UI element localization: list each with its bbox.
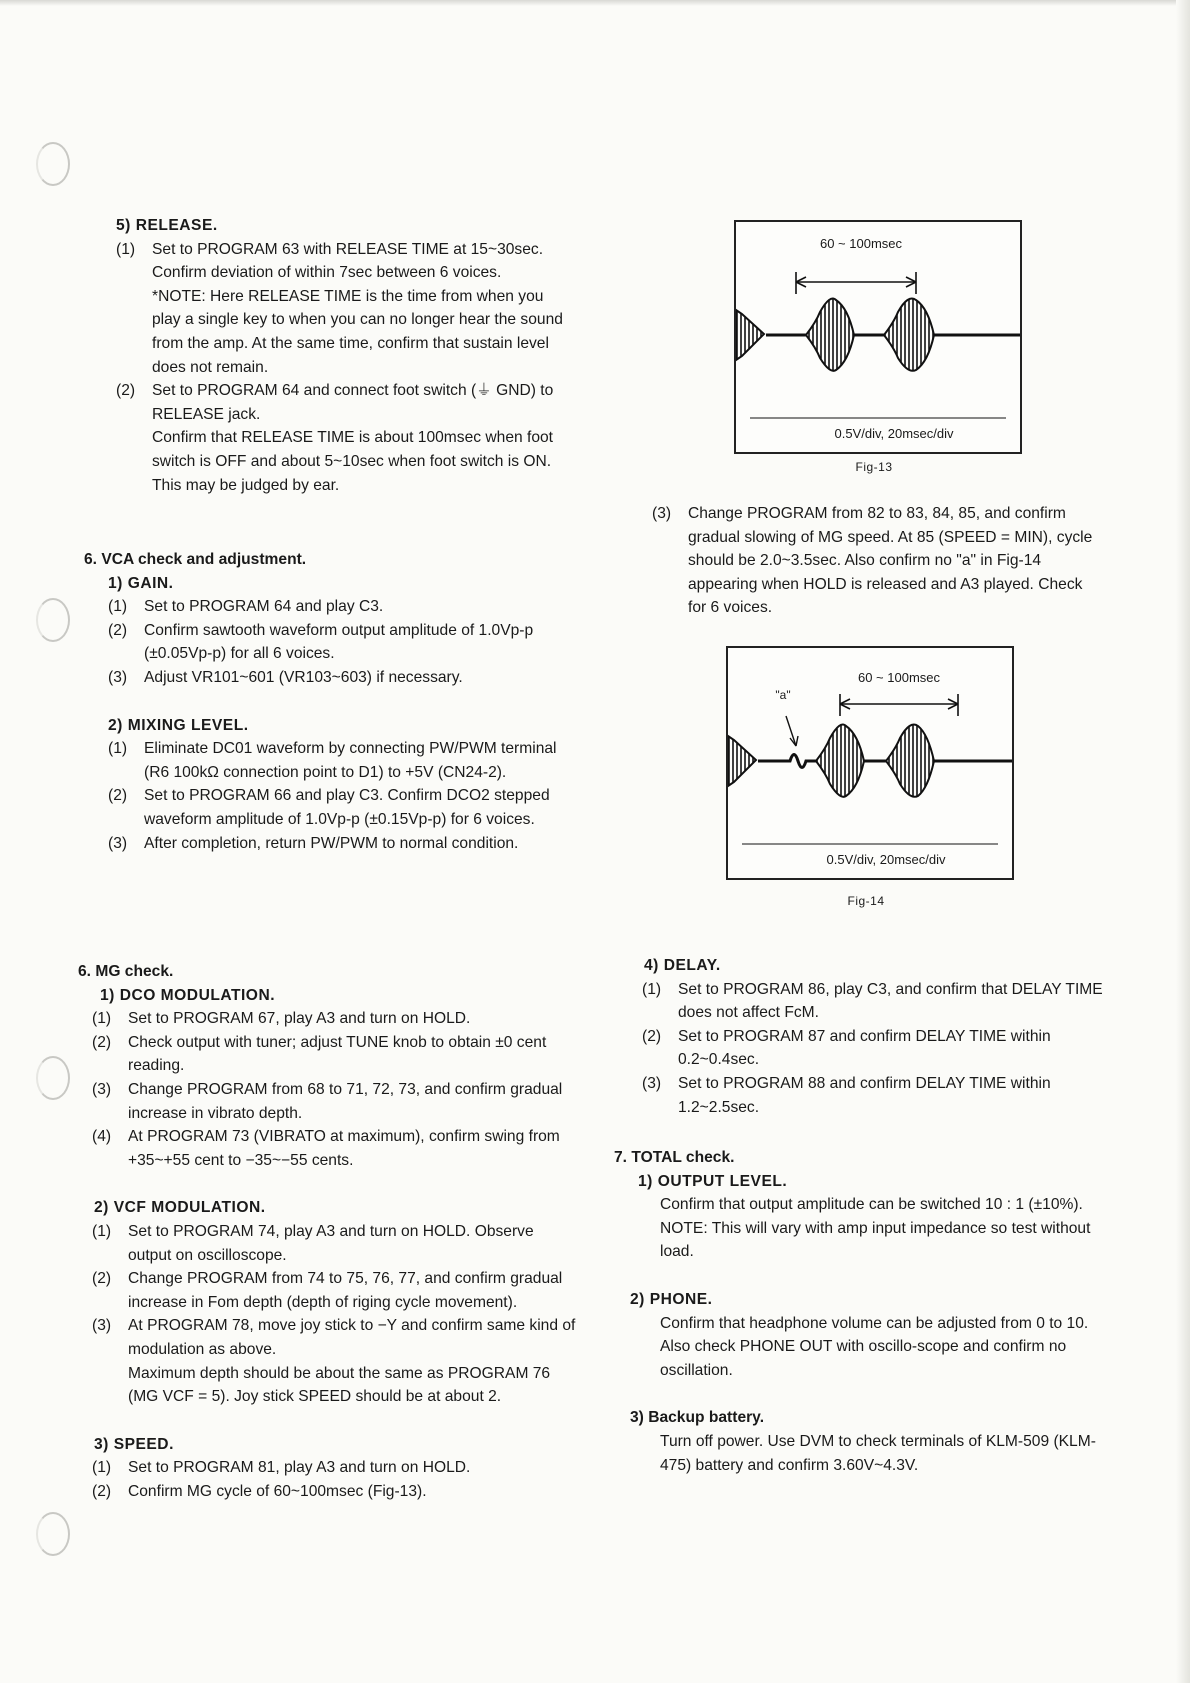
battery-text: Turn off power. Use DVM to check terminals of KLM-509 (KLM-475) battery and confirm 3.60V~4.3V.: [660, 1432, 1096, 1474]
item-line: Set to PROGRAM 64 and connect foot switch (⏚ GND) to RELEASE jack.: [152, 382, 554, 423]
list-item: [108, 737, 580, 784]
item-text: Confirm MG cycle of 60~100msec (Fig-13).: [128, 1482, 427, 1500]
fig14-burst-1: [728, 736, 756, 786]
item-text: At PROGRAM 73 (VIBRATO at maximum), confirm swing from +35~+55 cent to −35~−55 cents.: [128, 1128, 560, 1169]
item-number: (2): [92, 1033, 112, 1051]
battery-block: [614, 1406, 1104, 1477]
item-number: (1): [116, 240, 136, 258]
list-item: [92, 1267, 578, 1314]
dco-title: 1) DCO MODULATION.: [100, 986, 276, 1004]
fig14-burst-2: [816, 725, 864, 797]
item-text: Eliminate DC01 waveform by connecting PW/PWM terminal (R6 100kΩ connection point to D1) to +5V (CN24-2).: [144, 740, 557, 781]
item-number: (3): [92, 1080, 112, 1098]
fig13-scale-label: 0.5V/div, 20msec/div: [834, 426, 954, 441]
punch-hole-4: [36, 1512, 70, 1556]
item-number: (2): [642, 1027, 662, 1045]
list-item: [92, 1007, 578, 1031]
list-item: [652, 502, 1104, 620]
figure-14-waveform: [726, 646, 1014, 880]
fig13-caption: Fig-13: [855, 460, 893, 474]
list-item: [108, 619, 580, 666]
fig14-scale-label: 0.5V/div, 20msec/div: [826, 852, 946, 867]
list-item: [108, 595, 580, 619]
list-item: [108, 784, 580, 831]
mg-speed-item-3: [652, 502, 1104, 620]
item-text: Set to PROGRAM 87 and confirm DELAY TIME within 0.2~0.4sec.: [678, 1027, 1051, 1069]
item-number: (1): [92, 1010, 112, 1028]
item-text: [128, 1220, 578, 1267]
gain-block: [84, 572, 580, 856]
item-text: [128, 1314, 578, 1408]
fig14-marker-arrow: [786, 716, 796, 746]
output-title: 1) OUTPUT LEVEL.: [638, 1172, 788, 1190]
phone-text: Confirm that headphone volume can be adjusted from 0 to 10. Also check PHONE OUT with oscillo-scope and confirm no oscillation.: [660, 1314, 1089, 1379]
mg-title: 6. MG check.: [78, 963, 174, 980]
phone-block: [614, 1288, 1104, 1382]
item-line: At PROGRAM 78, move joy stick to −Y and confirm same kind of modulation as above.: [128, 1317, 576, 1358]
delay-section: [642, 954, 1104, 1119]
scan-edge-top: [0, 0, 1190, 6]
item-text: After completion, return PW/PWM to normal condition.: [144, 834, 519, 852]
fig13-svg: [736, 222, 1020, 452]
release-section: [116, 214, 576, 497]
list-item: [92, 1480, 578, 1504]
fig13-burst-2: [806, 299, 854, 371]
list-item: [92, 1078, 578, 1125]
list-item: [642, 978, 1104, 1025]
item-number: (2): [108, 621, 128, 639]
gain-title: 1) GAIN.: [108, 574, 174, 592]
fig14-marker-label: "a": [775, 688, 791, 702]
fig14-baseline: [728, 755, 1012, 768]
phone-title: 2) PHONE.: [630, 1290, 713, 1308]
speed-title: 3) SPEED.: [94, 1435, 174, 1453]
item-text: Set to PROGRAM 88 and confirm DELAY TIME within 1.2~2.5sec.: [678, 1074, 1051, 1116]
item-text: Set to PROGRAM 86, play C3, and confirm that DELAY TIME does not affect FcM.: [678, 980, 1103, 1022]
item-number: (3): [642, 1074, 662, 1092]
item-text: Change PROGRAM from 82 to 83, 84, 85, and confirm gradual slowing of MG speed. At 85 (SPEED = MIN), cycle should be 2.0~3.5sec. Also confirm no "a" in Fig-14 appearing when HOLD is released and A3 played. Check for 6 voices.: [688, 505, 1093, 617]
item-number: (2): [92, 1270, 112, 1288]
vca-title: 6. VCA check and adjustment.: [84, 551, 307, 568]
list-item: [92, 1220, 578, 1267]
item-number: (3): [92, 1317, 112, 1335]
mixing-title: 2) MIXING LEVEL.: [108, 716, 249, 734]
item-text: Confirm sawtooth waveform output amplitude of 1.0Vp-p (±0.05Vp-p) for all 6 voices.: [144, 621, 534, 663]
list-item: [116, 379, 576, 497]
item-text: [152, 238, 576, 380]
mg-body: [78, 984, 578, 1504]
punch-hole-3: [36, 1056, 70, 1100]
item-text: [128, 1267, 578, 1314]
item-text: Change PROGRAM from 68 to 71, 72, 73, and confirm gradual increase in vibrato depth.: [128, 1080, 563, 1122]
total-section: [614, 1146, 1104, 1477]
battery-title: 3) Backup battery.: [630, 1409, 765, 1427]
item-text: [152, 379, 576, 497]
item-line: Set to PROGRAM 63 with RELEASE TIME at 15~30sec. Confirm deviation of within 7sec between 6 voices.: [152, 240, 544, 282]
item-text: Adjust VR101~601 (VR103~603) if necessary.: [144, 668, 463, 686]
item-text: Check output with tuner; adjust TUNE knob to obtain ±0 cent reading.: [128, 1033, 547, 1075]
item-number: (1): [642, 980, 662, 998]
punch-hole-2: [36, 598, 70, 642]
list-item: [92, 1125, 578, 1172]
list-item: [108, 832, 580, 856]
item-number: (3): [108, 834, 128, 852]
fig14-caption: Fig-14: [847, 894, 885, 908]
output-block: [614, 1170, 1104, 1264]
item-number: (1): [92, 1459, 112, 1477]
fig14-span-label: 60 ~ 100msec: [857, 670, 941, 685]
item-note: *NOTE: Here RELEASE TIME is the time from when you play a single key to when you can no longer hear the sound from the amp. At the same time, confirm that sustain level does not remain.: [152, 287, 563, 376]
item-number: (1): [92, 1222, 112, 1240]
output-note: NOTE: This will vary with amp input impedance so test without load.: [660, 1219, 1091, 1261]
output-text: Confirm that output amplitude can be switched 10 : 1 (±10%).: [660, 1196, 1083, 1214]
list-item: [92, 1314, 578, 1408]
fig13-burst-3: [884, 299, 934, 371]
item-number: (2): [92, 1482, 112, 1500]
item-text: Set to PROGRAM 81, play A3 and turn on HOLD.: [128, 1459, 471, 1477]
item-text: Set to PROGRAM 66 and play C3. Confirm DCO2 stepped waveform amplitude of 1.0Vp-p (±0.15Vp-p) for 6 voices.: [144, 787, 550, 828]
scan-edge-right: [1176, 0, 1190, 1683]
list-item: [642, 1072, 1104, 1119]
item-text: Set to PROGRAM 67, play A3 and turn on HOLD.: [128, 1010, 471, 1028]
fig13-burst-1: [736, 310, 764, 360]
item-number: (3): [108, 668, 128, 686]
total-title: 7. TOTAL check.: [614, 1149, 735, 1166]
list-item: [642, 1025, 1104, 1072]
item-line: Change PROGRAM from 74 to 75, 76, 77, and confirm gradual increase in Fom depth (depth of riging cycle movement).: [128, 1270, 563, 1311]
list-item: [116, 238, 576, 380]
list-item: [92, 1031, 578, 1078]
item-number: (2): [108, 787, 128, 805]
item-number: (1): [108, 740, 128, 758]
item-number: (4): [92, 1128, 112, 1146]
punch-hole-1: [36, 142, 70, 186]
item-number: (3): [652, 505, 672, 522]
fig14-burst-3: [886, 725, 934, 797]
item-text: Set to PROGRAM 64 and play C3.: [144, 598, 384, 616]
item-line: Confirm that RELEASE TIME is about 100msec when foot switch is OFF and about 5~10sec when foot switch is ON. This may be judged by ear.: [152, 429, 554, 494]
fig13-span-label: 60 ~ 100msec: [819, 236, 903, 251]
list-item: [108, 666, 580, 690]
item-line: Maximum depth should be about the same as PROGRAM 76 (MG VCF = 5). Joy stick SPEED should be at about 2.: [128, 1364, 551, 1406]
vcf-title: 2) VCF MODULATION.: [94, 1199, 266, 1217]
delay-title: 4) DELAY.: [644, 957, 721, 974]
item-number: (1): [108, 598, 128, 616]
figure-13-waveform: [734, 220, 1022, 454]
mg-section: [78, 960, 578, 1503]
item-line: Set to PROGRAM 74, play A3 and turn on HOLD. Observe output on oscilloscope.: [128, 1222, 534, 1264]
vca-section: [84, 548, 580, 855]
list-item: [92, 1456, 578, 1480]
item-number: (2): [116, 382, 136, 400]
release-title: 5) RELEASE.: [116, 217, 218, 234]
